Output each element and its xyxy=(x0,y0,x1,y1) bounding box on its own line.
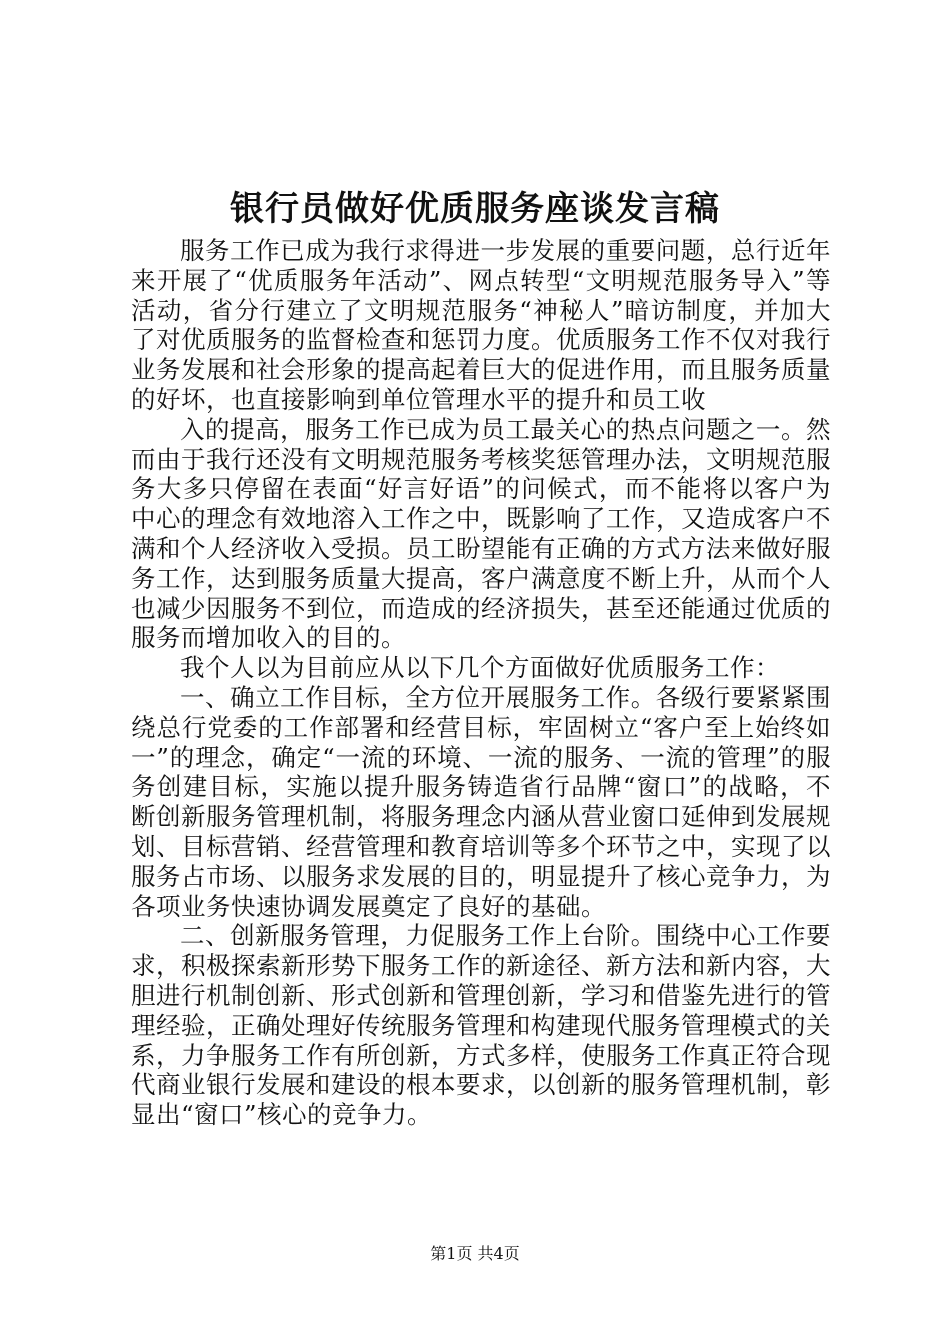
page-footer: 第1页 共4页 xyxy=(430,1244,520,1263)
paragraph-5: 二、创新服务管理，力促服务工作上台阶。围绕中心工作要求，积极探索新形势下服务工作的新途径、新方法和新内容，大胆进行机制创新、形式创新和管理创新，学习和借鉴先进行的管理经验，正确处理好传统服务管理和构建现代服务管理模式的关系，力争服务工作有所创新，方式多样，使服务工作真正符合现代商业银行发展和建设的根本要求，以创新的服务管理机制，彰显出“窗口”核心的竞争力。 xyxy=(131,921,831,1130)
paragraph-2: 入的提高，服务工作已成为员工最关心的热点问题之一。然而由于我行还没有文明规范服务考核奖惩管理办法，文明规范服务大多只停留在表面“好言好语”的问候式，而不能将以客户为中心的理念有效地溶入工作之中，既影响了工作，又造成客户不满和个人经济收入受损。员工盼望能有正确的方式方法来做好服务工作，达到服务质量大提高，客户满意度不断上升，从而个人也减少因服务不到位，而造成的经济损失，甚至还能通过优质的服务而增加收入的目的。 xyxy=(131,414,831,653)
document-title: 银行员做好优质服务座谈发言稿 xyxy=(230,189,720,229)
paragraph-3: 我个人以为目前应从以下几个方面做好优质服务工作： xyxy=(180,653,780,683)
paragraph-1: 服务工作已成为我行求得进一步发展的重要问题，总行近年来开展了“优质服务年活动”、网点转型“文明规范服务导入”等活动，省分行建立了文明规范服务“神秘人”暗访制度，并加大了对优质服务的监督检查和惩罚力度。优质服务工作不仅对我行业务发展和社会形象的提高起着巨大的促进作用，而且服务质量的好坏，也直接影响到单位管理水平的提升和员工收 xyxy=(131,236,831,414)
document-body xyxy=(131,236,831,1130)
paragraph-4: 一、确立工作目标，全方位开展服务工作。各级行要紧紧围绕总行党委的工作部署和经营目标，牢固树立“客户至上始终如一”的理念，确定“一流的环境、一流的服务、一流的管理”的服务创建目标，实施以提升服务铸造省行品牌“窗口”的战略，不断创新服务管理机制，将服务理念内涵从营业窗口延伸到发展规划、目标营销、经营管理和教育培训等多个环节之中，实现了以服务占市场、以服务求发展的目的，明显提升了核心竞争力，为各项业务快速协调发展奠定了良好的基础。 xyxy=(131,682,831,921)
